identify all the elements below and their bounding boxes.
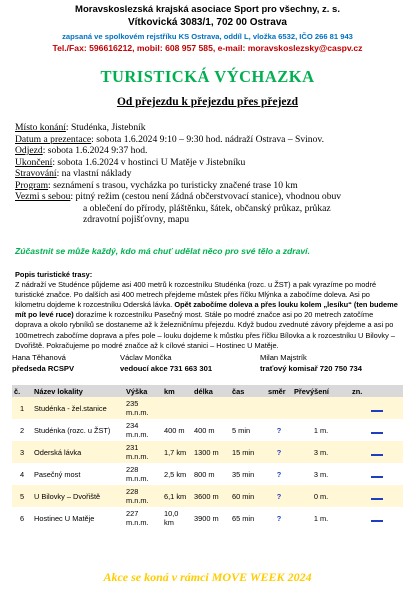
- cell-elevation: 3 m.: [292, 441, 350, 463]
- info-row-date: Datum a prezentace: sobota 1.6.2024 9:10 – 9:30 hod. nádraží Ostrava – Svinov.: [15, 133, 324, 145]
- org-contact: Tel./Fax: 596616212, mobil: 608 957 585, e-mail: moravskoslezsky@caspv.cz: [52, 43, 363, 53]
- col-header: č.: [12, 385, 32, 397]
- motto: Zúčastnit se může každý, kdo má chuť udělat něco pro své tělo a zdraví.: [15, 246, 310, 256]
- info-label: Ukončení: [15, 156, 53, 168]
- cell-mark: [350, 507, 403, 529]
- cell-time: 35 min: [230, 463, 266, 485]
- signature-name: Milan Majstrík: [260, 353, 307, 362]
- trail-mark-icon: [371, 471, 383, 478]
- info-value: pitný režim (cestou není žádná občerstvovací stanice), vhodnou obuv: [73, 191, 342, 202]
- info-row-end: Ukončení: sobota 1.6.2024 v hostinci U Matěje v Jistebníku: [15, 156, 246, 168]
- org-address: Vítkovická 3083/1, 702 00 Ostrava: [127, 17, 287, 28]
- table-row: [12, 441, 403, 463]
- route-table: [12, 385, 403, 529]
- org-name: Moravskoslezská krajská asociace Sport pro všechny, z. s.: [75, 4, 340, 15]
- col-header: Výška: [124, 385, 162, 397]
- cell-num: 3: [12, 441, 32, 463]
- info-value: Studénka, Jistebník: [68, 122, 146, 133]
- cell-num: 2: [12, 419, 32, 441]
- route-title: Popis turistické trasy:: [15, 270, 93, 279]
- cell-mark: [350, 397, 403, 419]
- cell-length: 400 m: [192, 419, 230, 441]
- table-row: [12, 507, 403, 529]
- cell-location: Pasečný most: [32, 463, 124, 485]
- cell-direction: ?: [266, 419, 292, 441]
- table-row: [12, 419, 403, 441]
- col-header: Název lokality: [32, 385, 124, 397]
- table-row: [12, 463, 403, 485]
- cell-time: 60 min: [230, 485, 266, 507]
- info-label: Stravování: [15, 168, 57, 179]
- info-value: seznámení s trasou, vycházka po turisticky značené trase 10 km: [50, 179, 298, 191]
- col-header: délka: [192, 385, 230, 397]
- cell-altitude: 234 m.n.m.: [124, 419, 162, 441]
- col-header: km: [162, 385, 192, 397]
- info-row-program: Program: seznámení s trasou, vycházka po turisticky značené trase 10 km: [15, 179, 298, 191]
- cell-length: 3600 m: [192, 485, 230, 507]
- info-value: sobota 1.6.2024 9:37 hod.: [45, 145, 148, 156]
- cell-length: 3900 m: [192, 507, 230, 529]
- cell-mark: [350, 485, 403, 507]
- info-bring-cont: a oblečení do přírody, pláštěnku, šátek, občanský průkaz, průkaz: [83, 202, 331, 214]
- signature-role: vedoucí akce 731 663 301: [120, 364, 213, 373]
- cell-direction: ?: [266, 463, 292, 485]
- cell-length: 800 m: [192, 463, 230, 485]
- info-label: Datum a prezentace: [15, 133, 92, 145]
- info-label: Program: [15, 179, 49, 191]
- cell-num: 1: [12, 397, 32, 419]
- route-text-part: Z nádraží ve Studénce půjdeme asi 400 metrů k rozcestníku Studénka (rozc. u ŽST) a pak vyrazíme po modré turistické značce. Po dalších asi 400 metrech přejdeme můstek přes říčku Mlýnka a zabočíme doleva. Asi po kilometru dojdeme k rozcestníku Oderská lávka.: [15, 280, 377, 310]
- cell-num: 4: [12, 463, 32, 485]
- cell-time: 5 min: [230, 419, 266, 441]
- org-registration: zapsaná ve spolkovém rejstříku KS Ostrava, oddíl L, vložka 6532, IČO 266 81 943: [62, 32, 353, 41]
- cell-km: 400 m: [162, 419, 192, 441]
- cell-location: Oderská lávka: [32, 441, 124, 463]
- signature-name: Václav Mončka: [120, 353, 172, 362]
- col-header: Převýšení: [292, 385, 350, 397]
- page-subtitle: Od přejezdu k přejezdu přes přejezd: [116, 96, 299, 108]
- page-title: TURISTICKÁ VÝCHAZKA: [100, 67, 315, 86]
- info-label: Odjezd: [15, 145, 43, 156]
- cell-location: Studénka - žel.stanice: [32, 397, 124, 419]
- trail-mark-icon: [371, 449, 383, 456]
- cell-elevation: 1 m.: [292, 419, 350, 441]
- cell-num: 5: [12, 485, 32, 507]
- cell-time: [230, 397, 266, 419]
- route-text-bold: Opět zabočíme doleva a přes louku kolem „lesíku“ (ten budeme mít po levé ruce): [15, 300, 398, 320]
- cell-time: 15 min: [230, 441, 266, 463]
- info-row-location: Místo konání: Studénka, Jistebník: [15, 122, 146, 133]
- info-value: na vlastní náklady: [59, 168, 132, 179]
- table-row: [12, 397, 403, 419]
- cell-location: U Bilovky – Dvořiště: [32, 485, 124, 507]
- cell-direction: ?: [266, 441, 292, 463]
- info-value: sobota 1.6.2024 9:10 – 9:30 hod. nádraží Ostrava – Svinov.: [93, 133, 324, 145]
- cell-location: Studénka (rozc. u ŽST): [32, 419, 124, 441]
- route-text: [15, 280, 400, 351]
- cell-mark: [350, 441, 403, 463]
- footer-moveweek: Akce se koná v rámci MOVE WEEK 2024: [103, 570, 312, 584]
- info-row-food: Stravování: na vlastní náklady: [15, 168, 132, 179]
- cell-altitude: 235 m.n.m.: [124, 397, 162, 419]
- col-header: směr: [266, 385, 292, 397]
- info-value: sobota 1.6.2024 v hostinci U Matěje v Jistebníku: [54, 156, 246, 168]
- cell-elevation: 3 m.: [292, 463, 350, 485]
- cell-num: 6: [12, 507, 32, 529]
- cell-altitude: 231 m.n.m.: [124, 441, 162, 463]
- table-row: [12, 485, 403, 507]
- cell-direction: [266, 397, 292, 419]
- cell-direction: ?: [266, 507, 292, 529]
- table-header-row: [12, 385, 403, 397]
- signature-role: předseda RCSPV: [12, 364, 75, 373]
- cell-km: 1,7 km: [162, 441, 192, 463]
- info-row-bring: Vezmi s sebou: pitný režim (cestou není žádná občerstvovací stanice), vhodnou obuv: [15, 191, 342, 202]
- cell-altitude: 228 m.n.m.: [124, 485, 162, 507]
- cell-direction: ?: [266, 485, 292, 507]
- trail-mark-icon: [371, 493, 383, 500]
- trail-mark-icon: [371, 405, 383, 412]
- cell-km: 10,0 km: [162, 507, 192, 529]
- signature-role: traťový komisař 720 750 734: [260, 364, 363, 373]
- event-info: [15, 122, 407, 226]
- signature-marshal: [260, 352, 362, 374]
- cell-elevation: [292, 397, 350, 419]
- cell-altitude: 227 m.n.m.: [124, 507, 162, 529]
- cell-elevation: 0 m.: [292, 485, 350, 507]
- cell-location: Hostinec U Matěje: [32, 507, 124, 529]
- signature-name: Hana Těhanová: [12, 353, 66, 362]
- cell-time: 65 min: [230, 507, 266, 529]
- cell-mark: [350, 463, 403, 485]
- route-text-part: dorazíme k rozcestníku Pasečný most. Stále po modré značce asi po 20 metrech zatočíme doprava a okolo rybníků se dostaneme až k železničnímu přejezdu. Když budou zvednuté závory přejdeme a asi po 100metrech zabočíme doprava a přes pole – louku dojdeme k můstku přes říčku Bílovka a k rozcestníku U Bilovky – Dvořiště. Pokračujeme po modré značce až k cílové stanici – Hostinec U Matěje.: [15, 310, 395, 350]
- signature-leader: [120, 352, 212, 374]
- trail-mark-icon: [371, 427, 383, 434]
- info-label: Místo konání: [15, 122, 66, 133]
- info-label: Vezmi s sebou: [15, 191, 71, 202]
- info-bring-cont: zdravotní pojišťovny, mapu: [83, 214, 190, 225]
- col-header: zn.: [350, 385, 403, 397]
- cell-elevation: 1 m.: [292, 507, 350, 529]
- cell-mark: [350, 419, 403, 441]
- cell-km: [162, 397, 192, 419]
- cell-length: 1300 m: [192, 441, 230, 463]
- trail-mark-icon: [371, 515, 383, 522]
- signature-chair: [12, 352, 74, 374]
- cell-altitude: 228 m.n.m.: [124, 463, 162, 485]
- col-header: čas: [230, 385, 266, 397]
- info-row-departure: Odjezd: sobota 1.6.2024 9:37 hod.: [15, 145, 148, 156]
- route-description: [15, 270, 400, 351]
- cell-km: 6,1 km: [162, 485, 192, 507]
- cell-length: [192, 397, 230, 419]
- cell-km: 2,5 km: [162, 463, 192, 485]
